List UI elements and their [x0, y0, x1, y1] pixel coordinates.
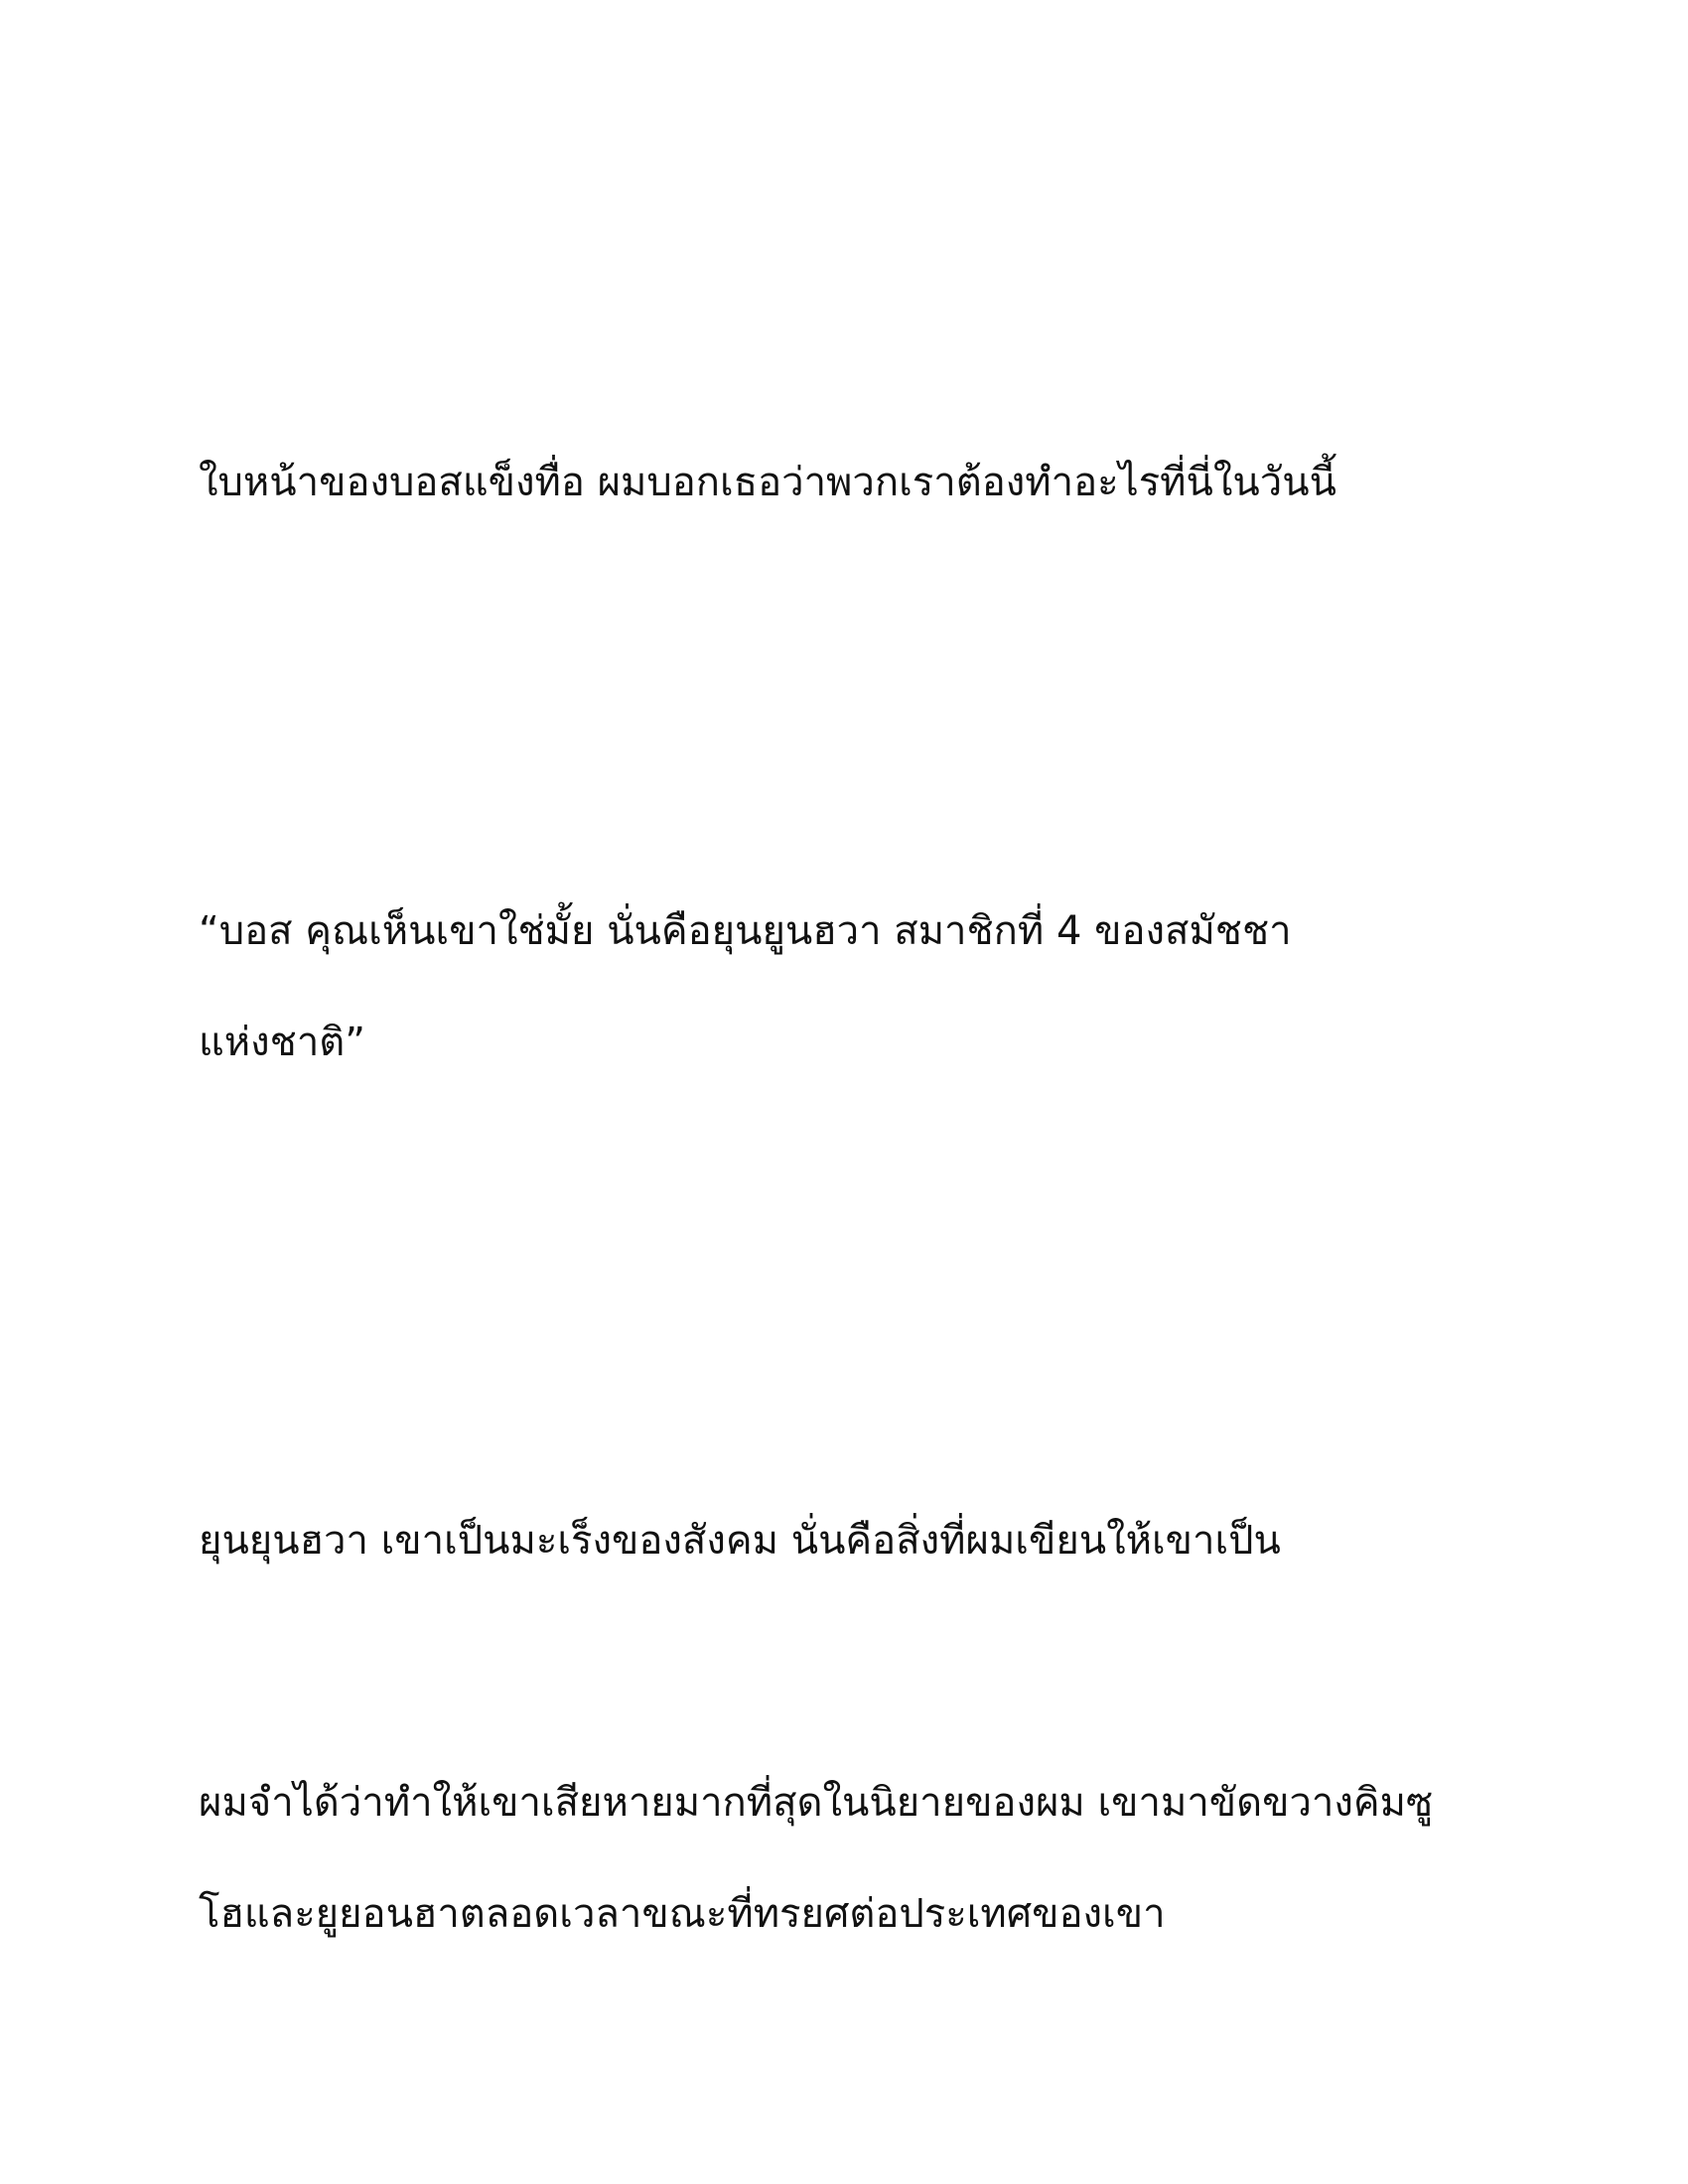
paragraph-2-line-1: “บอส คุณเห็นเขาใช่มั้ย นั่นคือยุนยูนฮวา สมาชิกที่ 4 ของสมัชชา: [199, 908, 1292, 954]
paragraph-4-line-2: โฮและยูยอนฮาตลอดเวลาขณะที่ทรยศต่อประเทศของเขา: [199, 1891, 1166, 1937]
paragraph-2-line-2: แห่งชาติ”: [199, 1020, 365, 1065]
paragraph-4: [199, 1747, 1509, 1970]
paragraph-2: [199, 876, 1509, 1098]
paragraph-1: [199, 427, 1509, 538]
paragraph-1-line-1: ใบหน้าของบอสแข็งทื่อ ผมบอกเธอว่าพวกเราต้องทำอะไรที่นี่ในวันนี้: [199, 460, 1336, 505]
paragraph-3: [199, 1485, 1509, 1596]
paragraph-3-line-1: ยุนยุนฮวา เขาเป็นมะเร็งของสังคม นั่นคือสิ่งที่ผมเขียนให้เขาเป็น: [199, 1518, 1281, 1564]
paragraph-4-line-1: ผมจำได้ว่าทำให้เขาเสียหายมากที่สุดในนิยายของผม เขามาขัดขวางคิมซู: [199, 1780, 1434, 1826]
